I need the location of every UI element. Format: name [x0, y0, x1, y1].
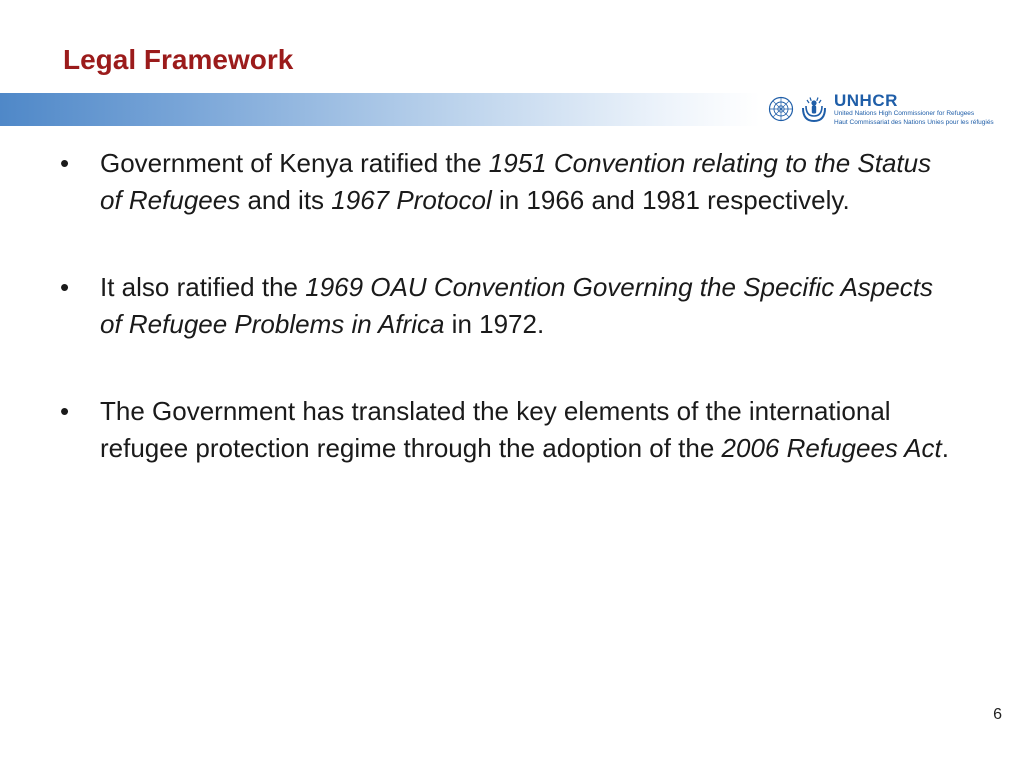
- logo-wordmark: UNHCR: [834, 91, 898, 110]
- logo-subtitle-fr: Haut Commissariat des Nations Unies pour les réfugiés: [834, 118, 994, 126]
- bullet-marker: •: [60, 396, 70, 426]
- bullet-marker: •: [60, 148, 70, 178]
- bullet-text: [100, 272, 933, 339]
- un-emblem-icon: [768, 96, 794, 122]
- text-segment: and its: [240, 185, 332, 215]
- text-segment: Government of Kenya ratified the: [100, 148, 489, 178]
- bullet-item: [58, 145, 958, 219]
- italic-title-text: 1967 Protocol: [331, 185, 492, 215]
- unhcr-emblem-icon: [799, 94, 829, 124]
- bullet-marker: •: [60, 272, 70, 302]
- text-segment: The Government has translated the key elements of the international refugee protection regime through the adoption of the: [100, 396, 891, 463]
- unhcr-logo: [768, 91, 996, 127]
- italic-title-text: 2006 Refugees Act: [721, 433, 942, 463]
- bullet-text: [100, 148, 931, 215]
- text-segment: in 1972.: [444, 309, 545, 339]
- bullet-item: [58, 269, 958, 343]
- slide-title: Legal Framework: [63, 44, 294, 75]
- text-segment: It also ratified the: [100, 272, 306, 302]
- bullet-text: [100, 396, 949, 463]
- italic-title-text: 1951 Convention relating to the Status of Refugees: [100, 148, 932, 215]
- text-segment: in 1966 and 1981 respectively.: [491, 185, 850, 215]
- page-number: 6: [993, 706, 1002, 723]
- header-gradient-band: [0, 93, 760, 126]
- logo-subtitle-en: United Nations High Commissioner for Refugees: [834, 110, 975, 117]
- bullet-list: [58, 145, 958, 517]
- text-segment: .: [941, 433, 949, 463]
- italic-title-text: 1969 OAU Convention Governing the Specific Aspects of Refugee Problems in Africa: [100, 272, 933, 339]
- bullet-item: [58, 393, 958, 467]
